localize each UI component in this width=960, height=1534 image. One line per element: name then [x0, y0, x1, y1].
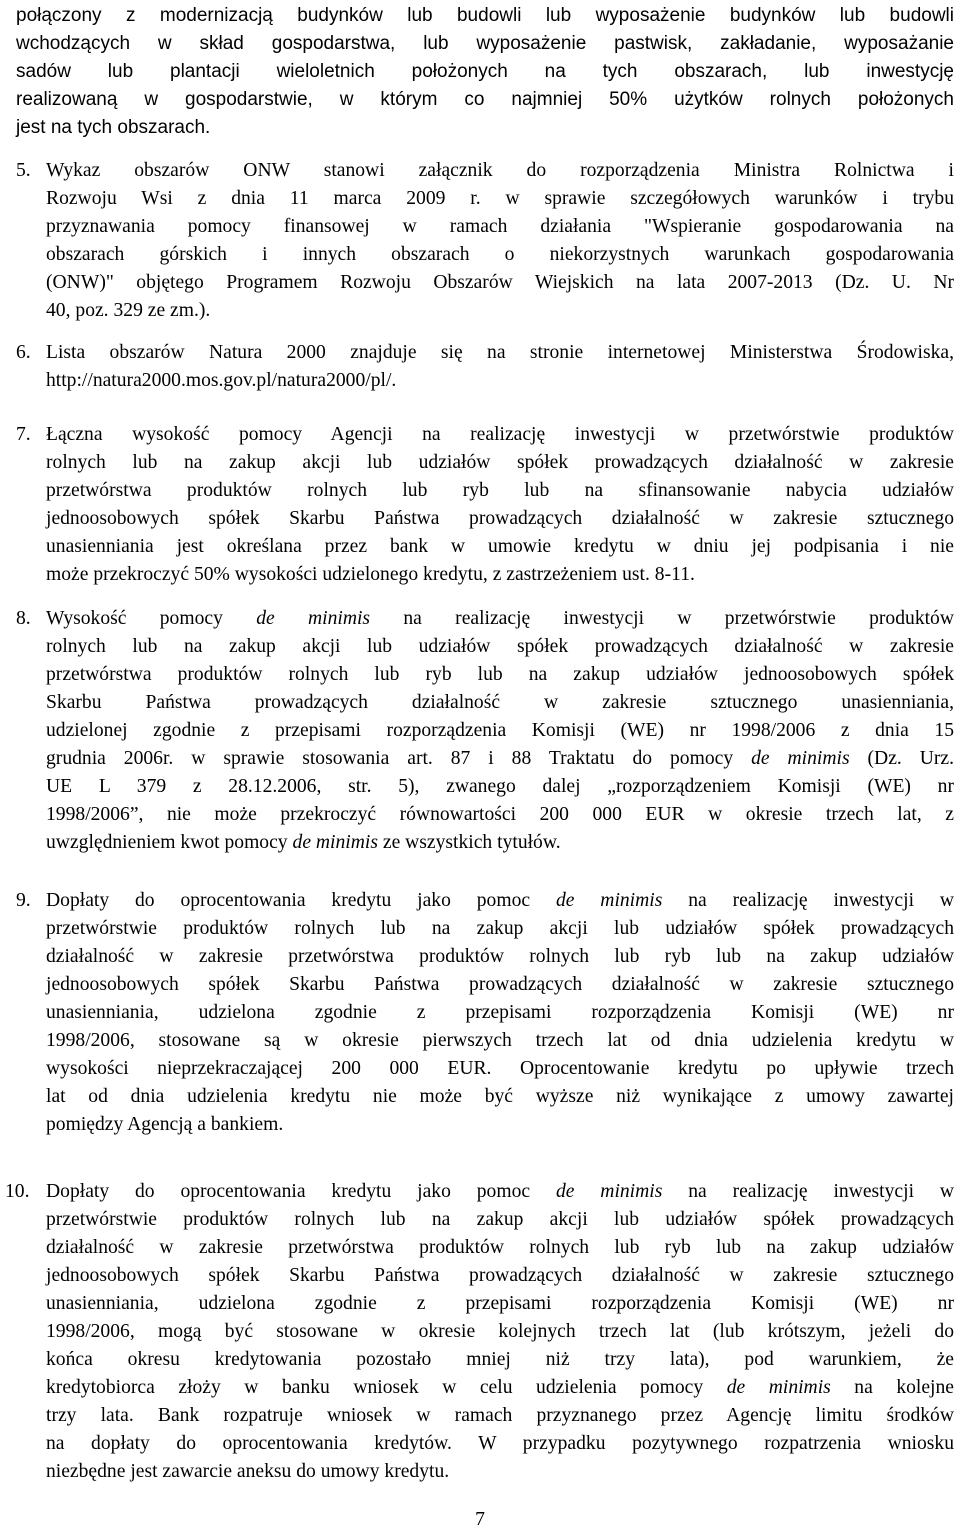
item-line: może przekroczyć 50% wysokości udzielonego kredytu, z zastrzeżeniem ust. 8-11. [46, 564, 695, 585]
item-number: 6. [16, 342, 31, 363]
italic-term: de minimis [256, 608, 371, 629]
italic-term: de minimis [751, 748, 850, 769]
text-run: uwzględnieniem kwot pomocy [46, 832, 293, 853]
item-line: Wykaz obszarów ONW stanowi załącznik do rozporządzenia Ministra Rolnictwa i [46, 160, 954, 181]
text-run: (Dz. Urz. [849, 748, 955, 769]
italic-term: de minimis [292, 832, 378, 853]
text-run: Dopłaty do oprocentowania kredytu jako pomoc [46, 1181, 556, 1202]
item-line: końca okresu kredytowania pozostało mniej niż trzy lata), pod warunkiem, że [46, 1349, 954, 1370]
list-item-7 [16, 421, 954, 589]
item-line [46, 605, 954, 633]
item-line: 1998/2006”, nie może przekroczyć równowartości 200 000 EUR w okresie trzech lat, z [46, 804, 954, 825]
item-line: 40, poz. 329 ze zm.). [46, 300, 211, 321]
item-line: przyznawania pomocy finansowej w ramach działania "Wspieranie gospodarowania na [46, 216, 954, 237]
item-line: niezbędne jest zawarcie aneksu do umowy kredytu. [46, 1461, 450, 1482]
item-line: (ONW)" objętego Programem Rozwoju Obszarów Wiejskich na lata 2007-2013 (Dz. U. Nr [46, 272, 954, 293]
item-number: 10. [5, 1181, 30, 1202]
item-line: unasienniania, udzielona zgodnie z przepisami rozporządzenia Komisji (WE) nr [46, 1293, 954, 1314]
item-line: Lista obszarów Natura 2000 znajduje się na stronie internetowej Ministerstwa Środowiska, [46, 342, 954, 363]
item-line [46, 1178, 954, 1206]
item-line: trzy lata. Bank rozpatruje wniosek w ramach przyznanego przez Agencję limitu środków [46, 1405, 954, 1426]
item-line [46, 745, 954, 773]
item-line: udzielonej zgodnie z przepisami rozporządzenia Komisji (WE) nr 1998/2006 z dnia 15 [46, 720, 954, 741]
item-line: Rozwoju Wsi z dnia 11 marca 2009 r. w sprawie szczegółowych warunków i trybu [46, 188, 954, 209]
item-line [46, 1374, 954, 1402]
item-line: unasienniania, udzielona zgodnie z przepisami rozporządzenia Komisji (WE) nr [46, 1002, 954, 1023]
item-number: 8. [16, 608, 31, 629]
item-line: działalność w zakresie przetwórstwa produktów rolnych lub ryb lub na zakup udziałów [46, 946, 954, 967]
item-number: 5. [16, 160, 31, 181]
item-line [46, 887, 954, 915]
text-run: na realizację inwestycji w przetwórstwie produktów [370, 608, 955, 629]
intro-line: sadów lub plantacji wieloletnich położonych na tych obszarach, lub inwestycję [16, 61, 954, 82]
item-line: na dopłaty do oprocentowania kredytów. W przypadku pozytywnego rozpatrzenia wniosku [46, 1433, 954, 1454]
text-run: na realizację inwestycji w [662, 1181, 955, 1202]
intro-line: wchodzących w skład gospodarstwa, lub wyposażenie pastwisk, zakładanie, wyposażanie [16, 33, 954, 54]
intro-line: jest na tych obszarach. [16, 117, 211, 138]
item-line: pomiędzy Agencją a bankiem. [46, 1114, 284, 1135]
item-line: przetwórstwie produktów rolnych lub na zakup akcji lub udziałów spółek prowadzących [46, 918, 954, 939]
item-line: przetwórstwa produktów rolnych lub ryb lub na sfinansowanie nabycia udziałów [46, 480, 954, 501]
item-line: działalność w zakresie przetwórstwa produktów rolnych lub ryb lub na zakup udziałów [46, 1237, 954, 1258]
item-body [46, 157, 954, 325]
item-line: Skarbu Państwa prowadzących działalność w zakresie sztucznego unasienniania, [46, 692, 954, 713]
text-run: grudnia 2006r. w sprawie stosowania art. 87 i 88 Traktatu do pomocy [46, 748, 752, 769]
item-line: lat od dnia udzielenia kredytu nie może być wyższe niż wynikające z umowy zawartej [46, 1086, 954, 1107]
item-number: 7. [16, 424, 31, 445]
intro-line: realizowaną w gospodarstwie, w którym co najmniej 50% użytków rolnych położonych [16, 89, 954, 110]
item-line: Łączna wysokość pomocy Agencji na realizację inwestycji w przetwórstwie produktów [46, 424, 954, 445]
item-body [46, 1178, 954, 1486]
italic-term: de minimis [726, 1377, 831, 1398]
list-item-5 [16, 157, 954, 325]
item-line: wysokości nieprzekraczającej 200 000 EUR. Oprocentowanie kredytu po upływie trzech [46, 1058, 954, 1079]
list-item-8 [16, 605, 954, 857]
item-line: jednoosobowych spółek Skarbu Państwa prowadzących działalność w zakresie sztucznego [46, 974, 954, 995]
text-run: Wysokość pomocy [46, 608, 257, 629]
item-line: obszarach górskich i innych obszarach o niekorzystnych warunkach gospodarowania [46, 244, 954, 265]
page-number: 7 [475, 1509, 485, 1530]
item-body [46, 339, 954, 395]
intro-line: połączony z modernizacją budynków lub budowli lub wyposażenie budynków lub budowli [16, 5, 954, 26]
text-run: ze wszystkich tytułów. [377, 832, 561, 853]
item-line: rolnych lub na zakup akcji lub udziałów spółek prowadzących działalność w zakresie [46, 452, 954, 473]
item-line: jednoosobowych spółek Skarbu Państwa prowadzących działalność w zakresie sztucznego [46, 1265, 954, 1286]
item-line: 1998/2006, stosowane są w okresie pierwszych trzech lat od dnia udzielenia kredytu w [46, 1030, 954, 1051]
text-run: na realizację inwestycji w [662, 890, 955, 911]
text-run: Dopłaty do oprocentowania kredytu jako pomoc [46, 890, 556, 911]
item-body [46, 887, 954, 1139]
item-number: 9. [16, 890, 31, 911]
item-line: unasienniania jest określana przez bank w umowie kredytu w dniu jej podpisania i nie [46, 536, 954, 557]
item-line: jednoosobowych spółek Skarbu Państwa prowadzących działalność w zakresie sztucznego [46, 508, 954, 529]
italic-term: de minimis [555, 1181, 663, 1202]
item-line [46, 829, 954, 857]
list-item-10 [5, 1178, 955, 1486]
item-line: rolnych lub na zakup akcji lub udziałów spółek prowadzących działalność w zakresie [46, 636, 954, 657]
natura-2000-link[interactable]: http://natura2000.mos.gov.pl/natura2000/pl/. [46, 370, 397, 391]
list-item-9 [16, 887, 954, 1139]
text-run: kredytobiorca złoży w banku wniosek w celu udzielenia pomocy [46, 1377, 727, 1398]
list-item-6 [16, 339, 954, 395]
item-line: przetwórstwa produktów rolnych lub ryb lub na zakup udziałów jednoosobowych spółek [46, 664, 954, 685]
item-body [46, 605, 954, 857]
item-line: przetwórstwie produktów rolnych lub na zakup akcji lub udziałów spółek prowadzących [46, 1209, 954, 1230]
italic-term: de minimis [555, 890, 663, 911]
item-line: UE L 379 z 28.12.2006, str. 5), zwanego dalej „rozporządzeniem Komisji (WE) nr [46, 776, 954, 797]
text-run: na kolejne [830, 1377, 954, 1398]
intro-paragraph [16, 2, 954, 142]
item-line: 1998/2006, mogą być stosowane w okresie kolejnych trzech lat (lub krótszym, jeżeli do [46, 1321, 954, 1342]
item-body [46, 421, 954, 589]
